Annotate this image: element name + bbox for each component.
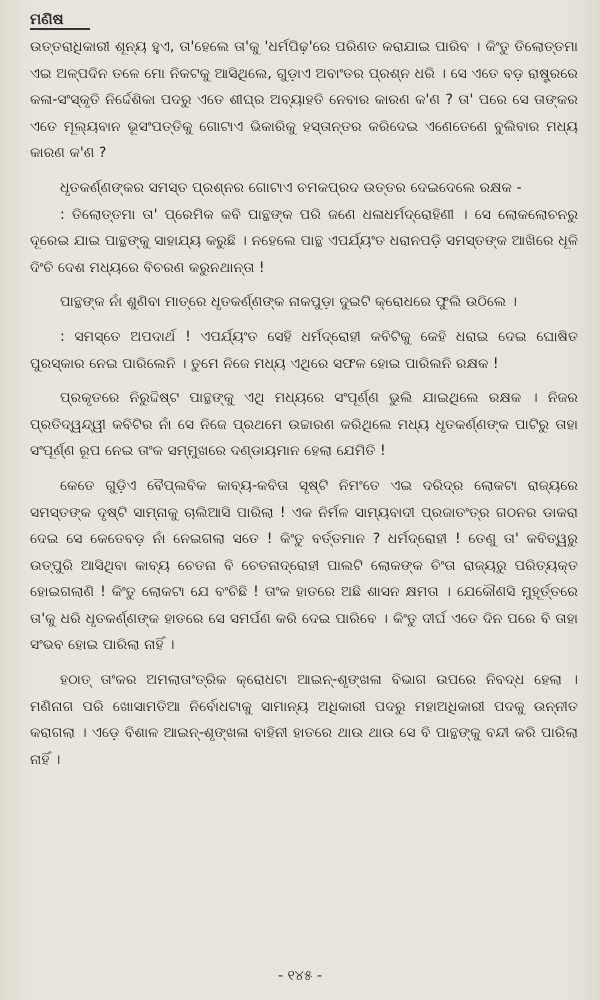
page-number: - ୧୪୫ -: [277, 968, 322, 984]
dialogue-paragraph: : ତିଲୋତ୍ତମା ତା' ପ୍ରେମିକ କବି ପାନ୍ଥଙ୍କ ପରି ଜଣେ ଧଳାଧର୍ମଦ୍ରୋହିଣୀ । ସେ ଲୋକଲୋଚନରୁ ଦୂରେଇ ଯାଇ ପାନ୍ଥଙ୍କୁ ସାହାଯ୍ୟ କରୁଛି । ନହେଲେ ପାନ୍ଥ ଏପର୍ଯ୍ୟଂତ ଧରାନପଡ଼ି ସମସ୍ତଙ୍କ ଆଖିରେ ଧୂଳି ଦିଂଚି ଦେଶ ମଧ୍ୟରେ ବିଚରଣ କରୁନଥାନ୍ତା !: [30, 206, 578, 276]
paragraph: କେତେ ଗୁଡ଼ିଏ ବୈପ୍ଲବିକ କାବ୍ୟ-କବିତା ସୃଷ୍ଟି ନିମଂତେ ଏଇ ଦରିଦ୍ର ଲୋକଟା ରାଜ୍ୟରେ ସମସ୍ତଙ୍କ ଦୃଷ୍ଟି ସାମ୍ନାକୁ ଚାଲିଆସି ପାରିଲା ! ଏକ ନିର୍ମଳ ସାମ୍ୟବାଦୀ ପ୍ରଜାତଂତ୍ର ଗଠନର ଡାକରା ଦେଇ ସେ କେତେବଡ଼ ନାଁ ନେଇଗଲା ସତେ ! କିଂତୁ ବର୍ତ୍ତମାନ ? ଧର୍ମଦ୍ରୋହୀ ! ତେଣୁ ତା' କବିତ୍ୱରୁ ଉତ୍ପୁରି ଆସିଥିବା କାବ୍ୟ ଚେତନା ବି ଚେତନାଦ୍ରୋହୀ ପାଲଟି ଲୋକଙ୍କ ଚିଂତା ରାଜ୍ୟରୁ ପରିତ୍ୟକ୍ତ ହୋଇଗଲାଣି ! କିଂତୁ ଲୋକଟା ଯେ ବଂଚିଛି ! ତାଂକ ହାତରେ ଅଛି ଶାସନ କ୍ଷମତା । ଯେକୌଣସି ମୁହୂର୍ତ୍ତରେ ତା'କୁ ଧରି ଧୃତକର୍ଣ୍ଣଙ୍କ ହାତରେ ସେ ସମର୍ପଣ କରି ଦେଇ ପାରିବେ । କିଂତୁ ଦୀର୍ଘ ଏତେ ଦିନ ପରେ ବି ତାହା ସଂଭବ ହୋଇ ପାରିଲା ନାହିଁ ।: [30, 477, 578, 654]
paragraph: ପ୍ରକୃତରେ ନିରୁଦ୍ଦିଷ୍ଟ ପାନ୍ଥଙ୍କୁ ଏଥି ମଧ୍ୟରେ ସଂପୂର୍ଣ୍ଣ ଭୁଲି ଯାଇଥିଲେ ରକ୍ଷକ । ନିଜର ପ୍ରତିଦ୍ୱନ୍ଦ୍ୱୀ କବିଟିର ନାଁ ସେ ନିଜେ ପ୍ରଥମେ ଉଚ୍ଚାରଣ କରିଥିଲେ ମଧ୍ୟ ଧୃତକର୍ଣ୍ଣଙ୍କ ପାଟିରୁ ତାହା ସଂପୂର୍ଣ୍ଣ ରୂପ ନେଇ ତାଂକ ସମ୍ମୁଖରେ ଦଣ୍ଡାୟମାନ ହେଲା ଯେମିତି !: [30, 390, 578, 460]
running-title: ମଣିଷ: [30, 10, 90, 30]
page-body: [30, 34, 578, 773]
dialogue-paragraph: : ସମସ୍ତେ ଅପଦାର୍ଥ ! ଏପର୍ଯ୍ୟଂତ ସେହି ଧର୍ମଦ୍ରୋହୀ କବିଟିକୁ କେହି ଧରାଇ ଦେଇ ଘୋଷିତ ପୁରସ୍କାର ନେଇ ପାରିଲେନି । ତୁମେ ନିଜେ ମଧ୍ୟ ଏଥିରେ ସଫଳ ହୋଇ ପାରିଲନି ରକ୍ଷକ !: [30, 328, 578, 372]
paragraph: ପାନ୍ଥଙ୍କ ନାଁ ଶୁଣିବା ମାତ୍ରେ ଧୃତକର୍ଣ୍ଣଙ୍କ ନାକପୁଡ଼ା ଦୁଇଟି କ୍ରୋଧରେ ଫୁଲି ଉଠିଲେ ।: [60, 294, 518, 311]
paragraph: ହଠାତ୍ ତାଂକର ଅମଲାତାଂତ୍ରିକ କ୍ରୋଧଟା ଆଇନ୍-ଶୃଙ୍ଖଳା ବିଭାଗ ଉପରେ ନିବଦ୍ଧ ହେଲା । ମଣିନାଗ ପରି ଖୋସାମତିଆ ନିର୍ବୋଧଟାକୁ ସାମାନ୍ୟ ଅଧିକାରୀ ପଦରୁ ମହାଅଧିକାରୀ ପଦକୁ ଉନ୍ନୀତ କରାଗଲା । ଏଡ଼େ ବିଶାଳ ଆଇନ୍-ଶୃଙ୍ଖଳା ବାହିନୀ ହାତରେ ଥାଉ ଥାଉ ସେ ବି ପାନ୍ଥଙ୍କୁ ବନ୍ଦୀ କରି ପାରିଲା ନାହିଁ ।: [30, 672, 578, 768]
paragraph-continued: ଉତ୍ତରାଧିକାରୀ ଶୂନ୍ୟ ହୁଏ, ତା'ହେଲେ ତା'କୁ 'ଧର୍ମପିଢ଼'ରେ ପରିଣତ କରାଯାଇ ପାରିବ । କିଂତୁ ତିଲୋତ୍ତମା ଏଇ ଅଳ୍ପଦିନ ତଳେ ମୋ ନିକଟକୁ ଆସିଥିଲେ, ଗୁଡ଼ାଏ ଅବାଂତର ପ୍ରଶ୍ନ ଧରି । ସେ ଏତେ ବଡ଼ ରାଷ୍ଟ୍ରରେ କଳା-ସଂସ୍କୃତି ନିର୍ଦ୍ଦେଶିକା ପଦରୁ ଏତେ ଶୀଘ୍ର ଅବ୍ୟାହତି ନେବାର କାରଣ କ'ଣ ? ତା' ପରେ ସେ ତାଙ୍କର ଏତେ ମୂଲ୍ୟବାନ ଭୂସଂପତ୍ତିକୁ ଗୋଟାଏ ଭିକାରିକୁ ହସ୍ତାନ୍ତର କରିଦେଇ ଏଣେତେଣେ ବୁଲିବାର ମଧ୍ୟ କାରଣ କ'ଣ ?: [30, 39, 578, 162]
running-header: [30, 8, 578, 30]
paragraph: ଧୃତକର୍ଣ୍ଣଙ୍କର ସମସ୍ତ ପ୍ରଶ୍ନର ଗୋଟାଏ ଚମକପ୍ରଦ ଉତ୍ତର ଦେଇଦେଲେ ରକ୍ଷକ -: [60, 179, 522, 196]
